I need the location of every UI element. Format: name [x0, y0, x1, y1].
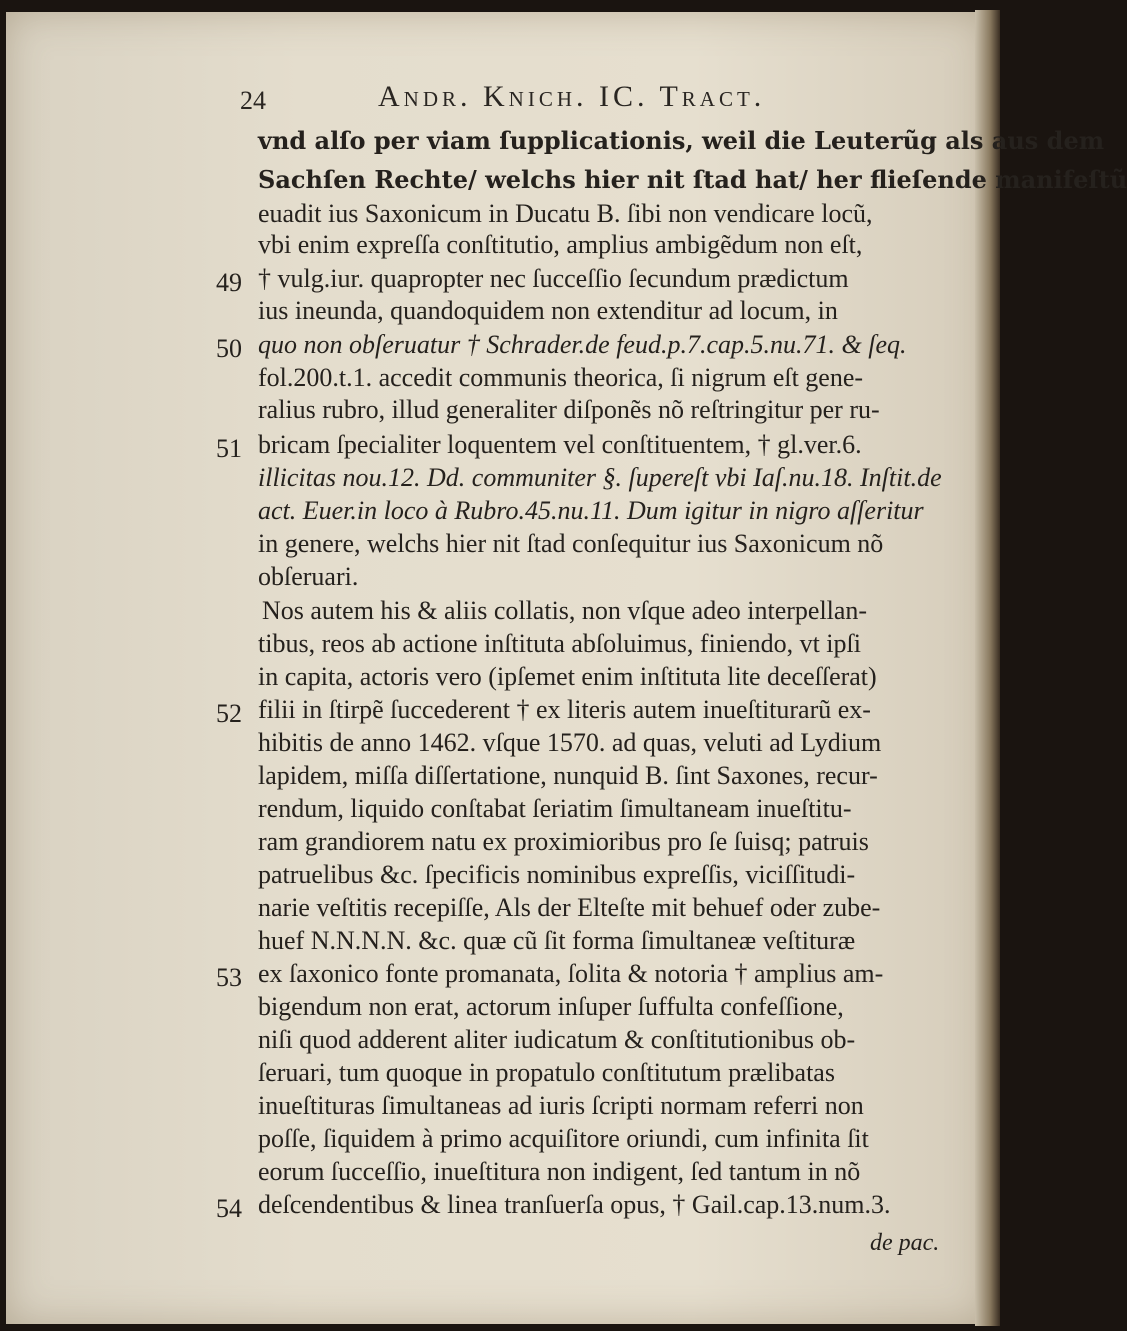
- text-line: deſcendentibus & linea tranſuerſa opus, † Gail.cap.13.num.3.: [258, 1190, 891, 1219]
- marginal-number: 52: [216, 699, 242, 728]
- text-line: Nos autem his & aliis collatis, non vſque adeo interpellan-: [262, 596, 868, 625]
- catchword: de pac.: [870, 1230, 940, 1256]
- text-line: obſeruari.: [258, 562, 359, 591]
- text-line: huef N.N.N.N. &c. quæ cũ ſit forma ſimultaneæ veſtituræ: [258, 926, 856, 955]
- marginal-number: 53: [216, 963, 242, 992]
- text-line: narie veſtitis recepiſſe, Als der Elteſte mit behuef oder zube-: [258, 893, 881, 922]
- text-line: ralius rubro, illud generaliter diſponẽs nõ reſtringitur per ru-: [258, 395, 880, 424]
- text-line: Sachſen Rechte/ welchs hier nit ſtad hat/ her flieſende manifeſtũ: [258, 165, 1127, 194]
- text-line: illicitas nou.12. Dd. communiter §. ſupereſt vbi Iaſ.nu.18. Inſtit.de: [258, 463, 942, 492]
- marginal-number: 50: [216, 334, 242, 363]
- text-line: filii in ſtirpẽ ſuccederent † ex literis autem inueſtiturarũ ex-: [258, 695, 871, 724]
- text-line: ſeruari, tum quoque in propatulo conſtitutum prælibatas: [258, 1058, 835, 1087]
- page-number: 24: [240, 86, 266, 115]
- text-line: bigendum non erat, actorum inſuper ſuffulta confeſſione,: [258, 992, 844, 1021]
- text-line: ex ſaxonico fonte promanata, ſolita & notoria † amplius am-: [258, 959, 884, 988]
- text-line: † vulg.iur. quapropter nec ſucceſſio ſecundum prædictum: [258, 264, 849, 293]
- text-line: vnd alſo per viam ſupplicationis, weil die Leuterũg als aus dem: [258, 126, 1105, 155]
- text-line: poſſe, ſiquidem à primo acquiſitore oriundi, cum infinita ſit: [258, 1124, 869, 1153]
- text-line: ram grandiorem natu ex proximioribus pro ſe ſuisq; patruis: [258, 827, 869, 856]
- text-line: in genere, welchs hier nit ſtad conſequitur ius Saxonicum nõ: [258, 529, 884, 558]
- text-line: niſi quod adderent aliter iudicatum & conſtitutionibus ob-: [258, 1025, 856, 1054]
- running-title: Andr. Knich. IC. Tract.: [378, 80, 766, 113]
- text-line: eorum ſucceſſio, inueſtitura non indigent, ſed tantum in nõ: [258, 1157, 861, 1186]
- text-line: hibitis de anno 1462. vſque 1570. ad quas, veluti ad Lydium: [258, 728, 882, 757]
- text-line: bricam ſpecialiter loquentem vel conſtituentem, † gl.ver.6.: [258, 430, 862, 459]
- text-line: ius ineunda, quandoquidem non extenditur ad locum, in: [258, 296, 838, 325]
- text-line: vbi enim expreſſa conſtitutio, amplius ambigẽdum non eſt,: [258, 230, 863, 259]
- text-line: inueſtituras ſimultaneas ad iuris ſcripti normam referri non: [258, 1091, 864, 1120]
- text-line: euadit ius Saxonicum in Ducatu B. ſibi non vendicare locũ,: [258, 199, 873, 228]
- text-line: quo non obſeruatur † Schrader.de feud.p.7.cap.5.nu.71. & ſeq.: [258, 330, 907, 359]
- marginal-number: 49: [216, 268, 242, 297]
- text-line: patruelibus &c. ſpecificis nominibus expreſſis, viciſſitudi-: [258, 860, 856, 889]
- text-line: rendum, liquido conſtabat ſeriatim ſimultaneam inueſtitu-: [258, 794, 852, 823]
- text-line: in capita, actoris vero (ipſemet enim inſtituta lite deceſſerat): [258, 662, 877, 691]
- text-line: lapidem, miſſa diſſertatione, nunquid B. ſint Saxones, recur-: [258, 761, 878, 790]
- text-line: tibus, reos ab actione inſtituta abſoluimus, finiendo, vt ipſi: [258, 629, 861, 658]
- text-line: act. Euer.in loco à Rubro.45.nu.11. Dum igitur in nigro aſſeritur: [258, 496, 924, 525]
- text-line: fol.200.t.1. accedit communis theorica, ſi nigrum eſt gene-: [258, 363, 864, 392]
- marginal-number: 54: [216, 1194, 242, 1223]
- marginal-number: 51: [216, 434, 242, 463]
